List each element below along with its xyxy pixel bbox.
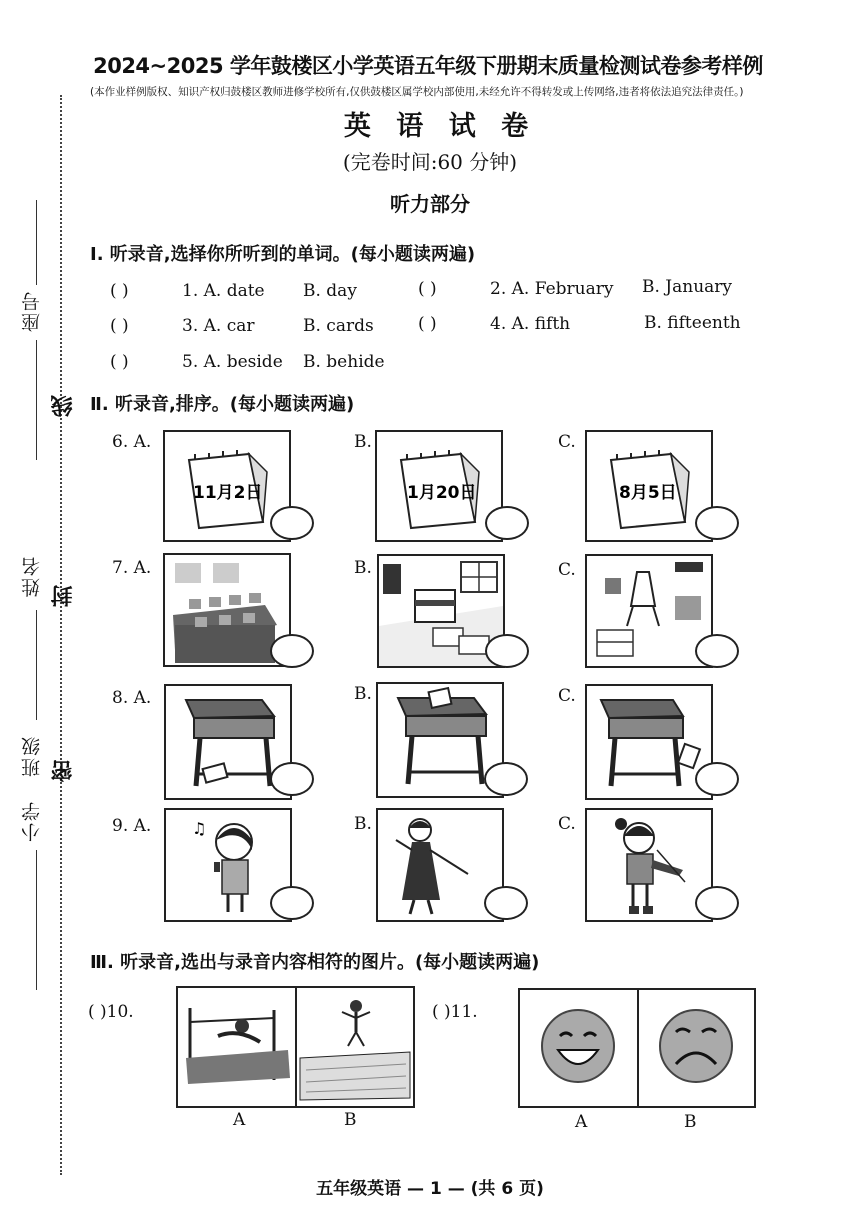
picture-11-frame [518,988,756,1108]
row-7-b: B. [354,558,372,578]
desk-calendar-icon [377,432,501,540]
document-title: 2024~2025 学年鼓楼区小学英语五年级下册期末质量检测试卷参考样例 [93,54,763,78]
calendar-date-text: 8月5日 [619,483,677,503]
desk-icon [587,686,711,798]
row-7-c: C. [558,560,576,580]
picture-7c-art-room [585,554,713,668]
row-9-c: C. [558,814,576,834]
row-9-label: 9. A. [112,816,152,836]
row-9-b: B. [354,814,372,834]
row-8-b: B. [354,684,372,704]
answer-blank[interactable]: ( ) [418,314,437,334]
exam-title: 英 语 试 卷 [343,111,537,142]
name-label: 姓名 [21,555,43,597]
row-6-label: 6. A. [112,432,152,452]
happy-face-icon [520,990,637,1106]
sad-face-icon [638,990,755,1106]
caption-11b: B [684,1112,697,1132]
answer-oval[interactable] [270,506,314,540]
option-4b: B. fifteenth [644,313,741,333]
part-title: 听力部分 [390,192,470,216]
answer-oval[interactable] [270,634,314,668]
class-label: 班级 [21,735,43,777]
row-8-label: 8. A. [112,688,152,708]
seal-mi-char: 密 [51,760,76,782]
question-10[interactable]: ( )10. [88,1002,134,1022]
seat-label: 座号 [21,290,43,332]
answer-blank[interactable]: ( ) [110,281,129,301]
copyright-notice: (本作业样例版权、知识产权归鼓楼区教师进修学校所有,仅供鼓楼区属学校内部使用,未经允许不得转发或上传网络,违者将依法追究法律责任。) [90,86,744,98]
school-label: 小学 [21,800,43,842]
answer-oval[interactable] [270,886,314,920]
question-3: 3. A. car [182,316,255,336]
desk-calendar-icon [587,432,711,540]
picture-6c [585,430,713,542]
answer-oval[interactable] [270,762,314,796]
binding-dotted-line [60,95,62,1175]
school-blank [36,850,37,990]
picture-6b [375,430,503,542]
picture-9c-girl-violin [585,808,713,922]
art-room-icon [587,556,711,666]
row-7-label: 7. A. [112,558,152,578]
picture-10-frame [176,986,415,1108]
question-11[interactable]: ( )11. [432,1002,478,1022]
question-1: 1. A. date [182,281,265,301]
caption-10b: B [344,1110,357,1130]
answer-oval[interactable] [695,762,739,796]
answer-blank[interactable]: ( ) [110,352,129,372]
long-jump-icon [296,988,413,1106]
answer-oval[interactable] [695,634,739,668]
girl-violin-icon [587,810,711,920]
row-6-b: B. [354,432,372,452]
answer-oval[interactable] [695,886,739,920]
question-2: 2. A. February [490,279,614,299]
answer-oval[interactable] [484,886,528,920]
calendar-date-text: 11月2日 [193,483,263,503]
svg-text:♫: ♫ [192,819,207,838]
seat-blank-2 [36,340,37,460]
answer-oval[interactable] [484,762,528,796]
answer-oval[interactable] [485,506,529,540]
section3-heading: Ⅲ. 听录音,选出与录音内容相符的图片。(每小题读两遍) [90,952,540,973]
picture-8c-book-beside-desk [585,684,713,800]
seal-feng-char: 封 [51,585,76,607]
calendar-date-text: 1月20日 [407,483,477,503]
row-8-c: C. [558,686,576,706]
exam-time: (完卷时间:60 分钟) [342,150,518,174]
option-1b: B. day [303,281,357,301]
question-5: 5. A. beside [182,352,283,372]
section1-heading: Ⅰ. 听录音,选择你所听到的单词。(每小题读两遍) [90,244,476,265]
question-4: 4. A. fifth [490,314,571,334]
caption-11a: A [575,1112,588,1132]
option-2b: B. January [642,277,733,297]
answer-oval[interactable] [695,506,739,540]
row-6-c: C. [558,432,576,452]
seal-line-char: 线 [51,395,76,417]
answer-oval[interactable] [485,634,529,668]
answer-blank[interactable]: ( ) [418,279,437,299]
option-5b: B. behide [303,352,385,372]
high-jump-icon [178,988,295,1106]
option-3b: B. cards [303,316,374,336]
name-blank [36,610,37,720]
caption-10a: A [233,1110,246,1130]
answer-blank[interactable]: ( ) [110,316,129,336]
section2-heading: Ⅱ. 听录音,排序。(每小题读两遍) [90,394,355,415]
page-footer: 五年级英语 — 1 — (共 6 页) [316,1179,544,1199]
